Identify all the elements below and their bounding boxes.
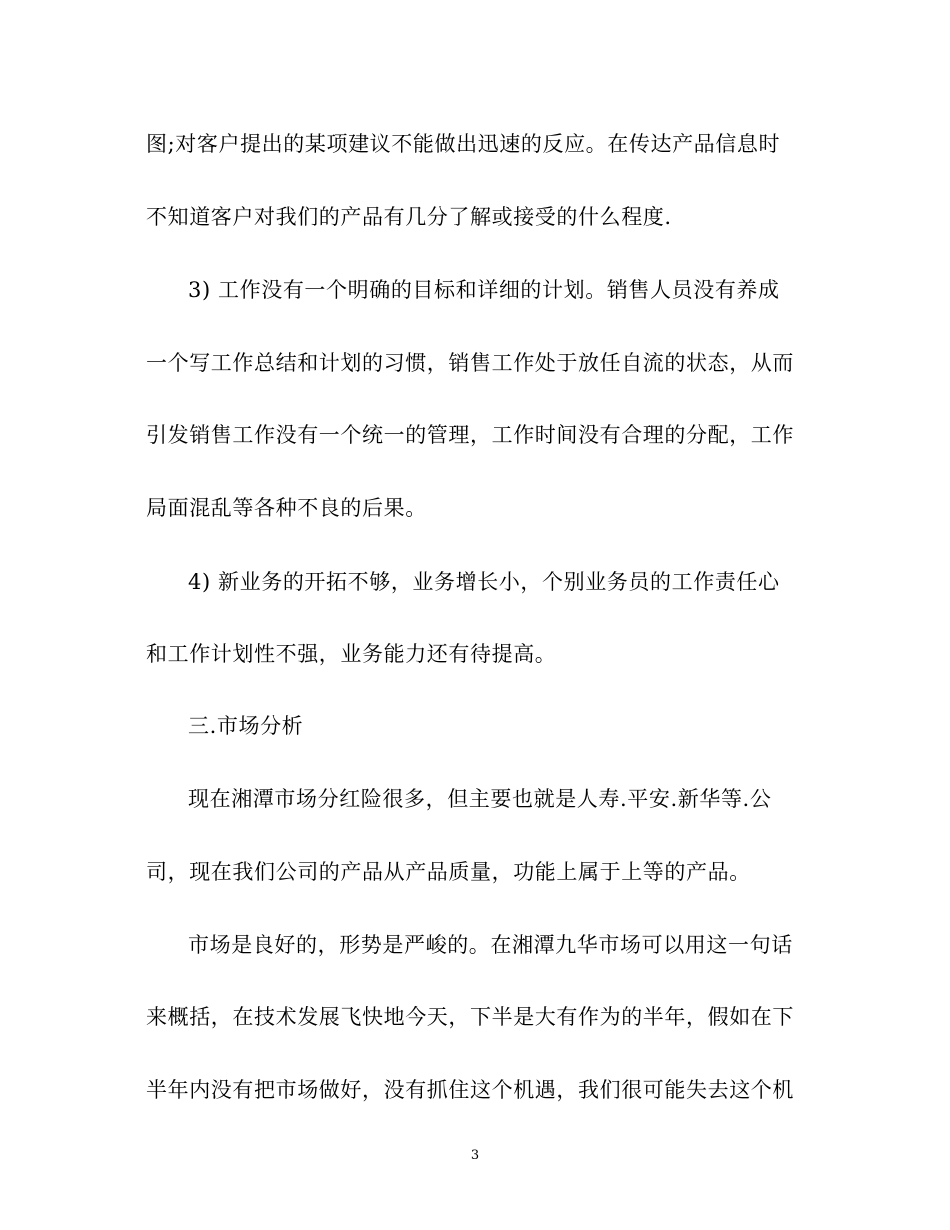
paragraph-line: 司，现在我们公司的产品从产品质量，功能上属于上等的产品。 xyxy=(146,860,751,884)
paragraph-line: 现在湘潭市场分红险很多，但主要也就是人寿.平安.新华等.公 xyxy=(188,787,772,811)
paragraph-line: 图;对客户提出的某项建议不能做出迅速的反应。在传达产品信息时 xyxy=(146,132,781,156)
paragraph-line: 来概括，在技术发展飞快地今天，下半是大有作为的半年，假如在下 xyxy=(146,1005,794,1029)
paragraph-line: 引发销售工作没有一个统一的管理，工作时间没有合理的分配，工作 xyxy=(146,423,794,447)
paragraph-line: 和工作计划性不强，业务能力还有待提高。 xyxy=(146,642,557,666)
page-number: 3 xyxy=(470,1148,480,1163)
paragraph-line: 局面混乱等各种不良的后果。 xyxy=(146,496,427,520)
paragraph-line: 一个写工作总结和计划的习惯，销售工作处于放任自流的状态，从而 xyxy=(146,351,794,375)
paragraph-line: 半年内没有把市场做好，没有抓住这个机遇，我们很可能失去这个机 xyxy=(146,1078,794,1102)
paragraph-line: 不知道客户对我们的产品有几分了解或接受的什么程度. xyxy=(146,205,672,229)
section-heading: 三.市场分析 xyxy=(188,714,304,738)
paragraph-line: 3) 工作没有一个明确的目标和详细的计划。销售人员没有养成 xyxy=(188,278,780,302)
paragraph-line: 4) 新业务的开拓不够，业务增长小，个别业务员的工作责任心 xyxy=(188,570,780,594)
paragraph-line: 市场是良好的，形势是严峻的。在湘潭九华市场可以用这一句话 xyxy=(188,933,793,957)
